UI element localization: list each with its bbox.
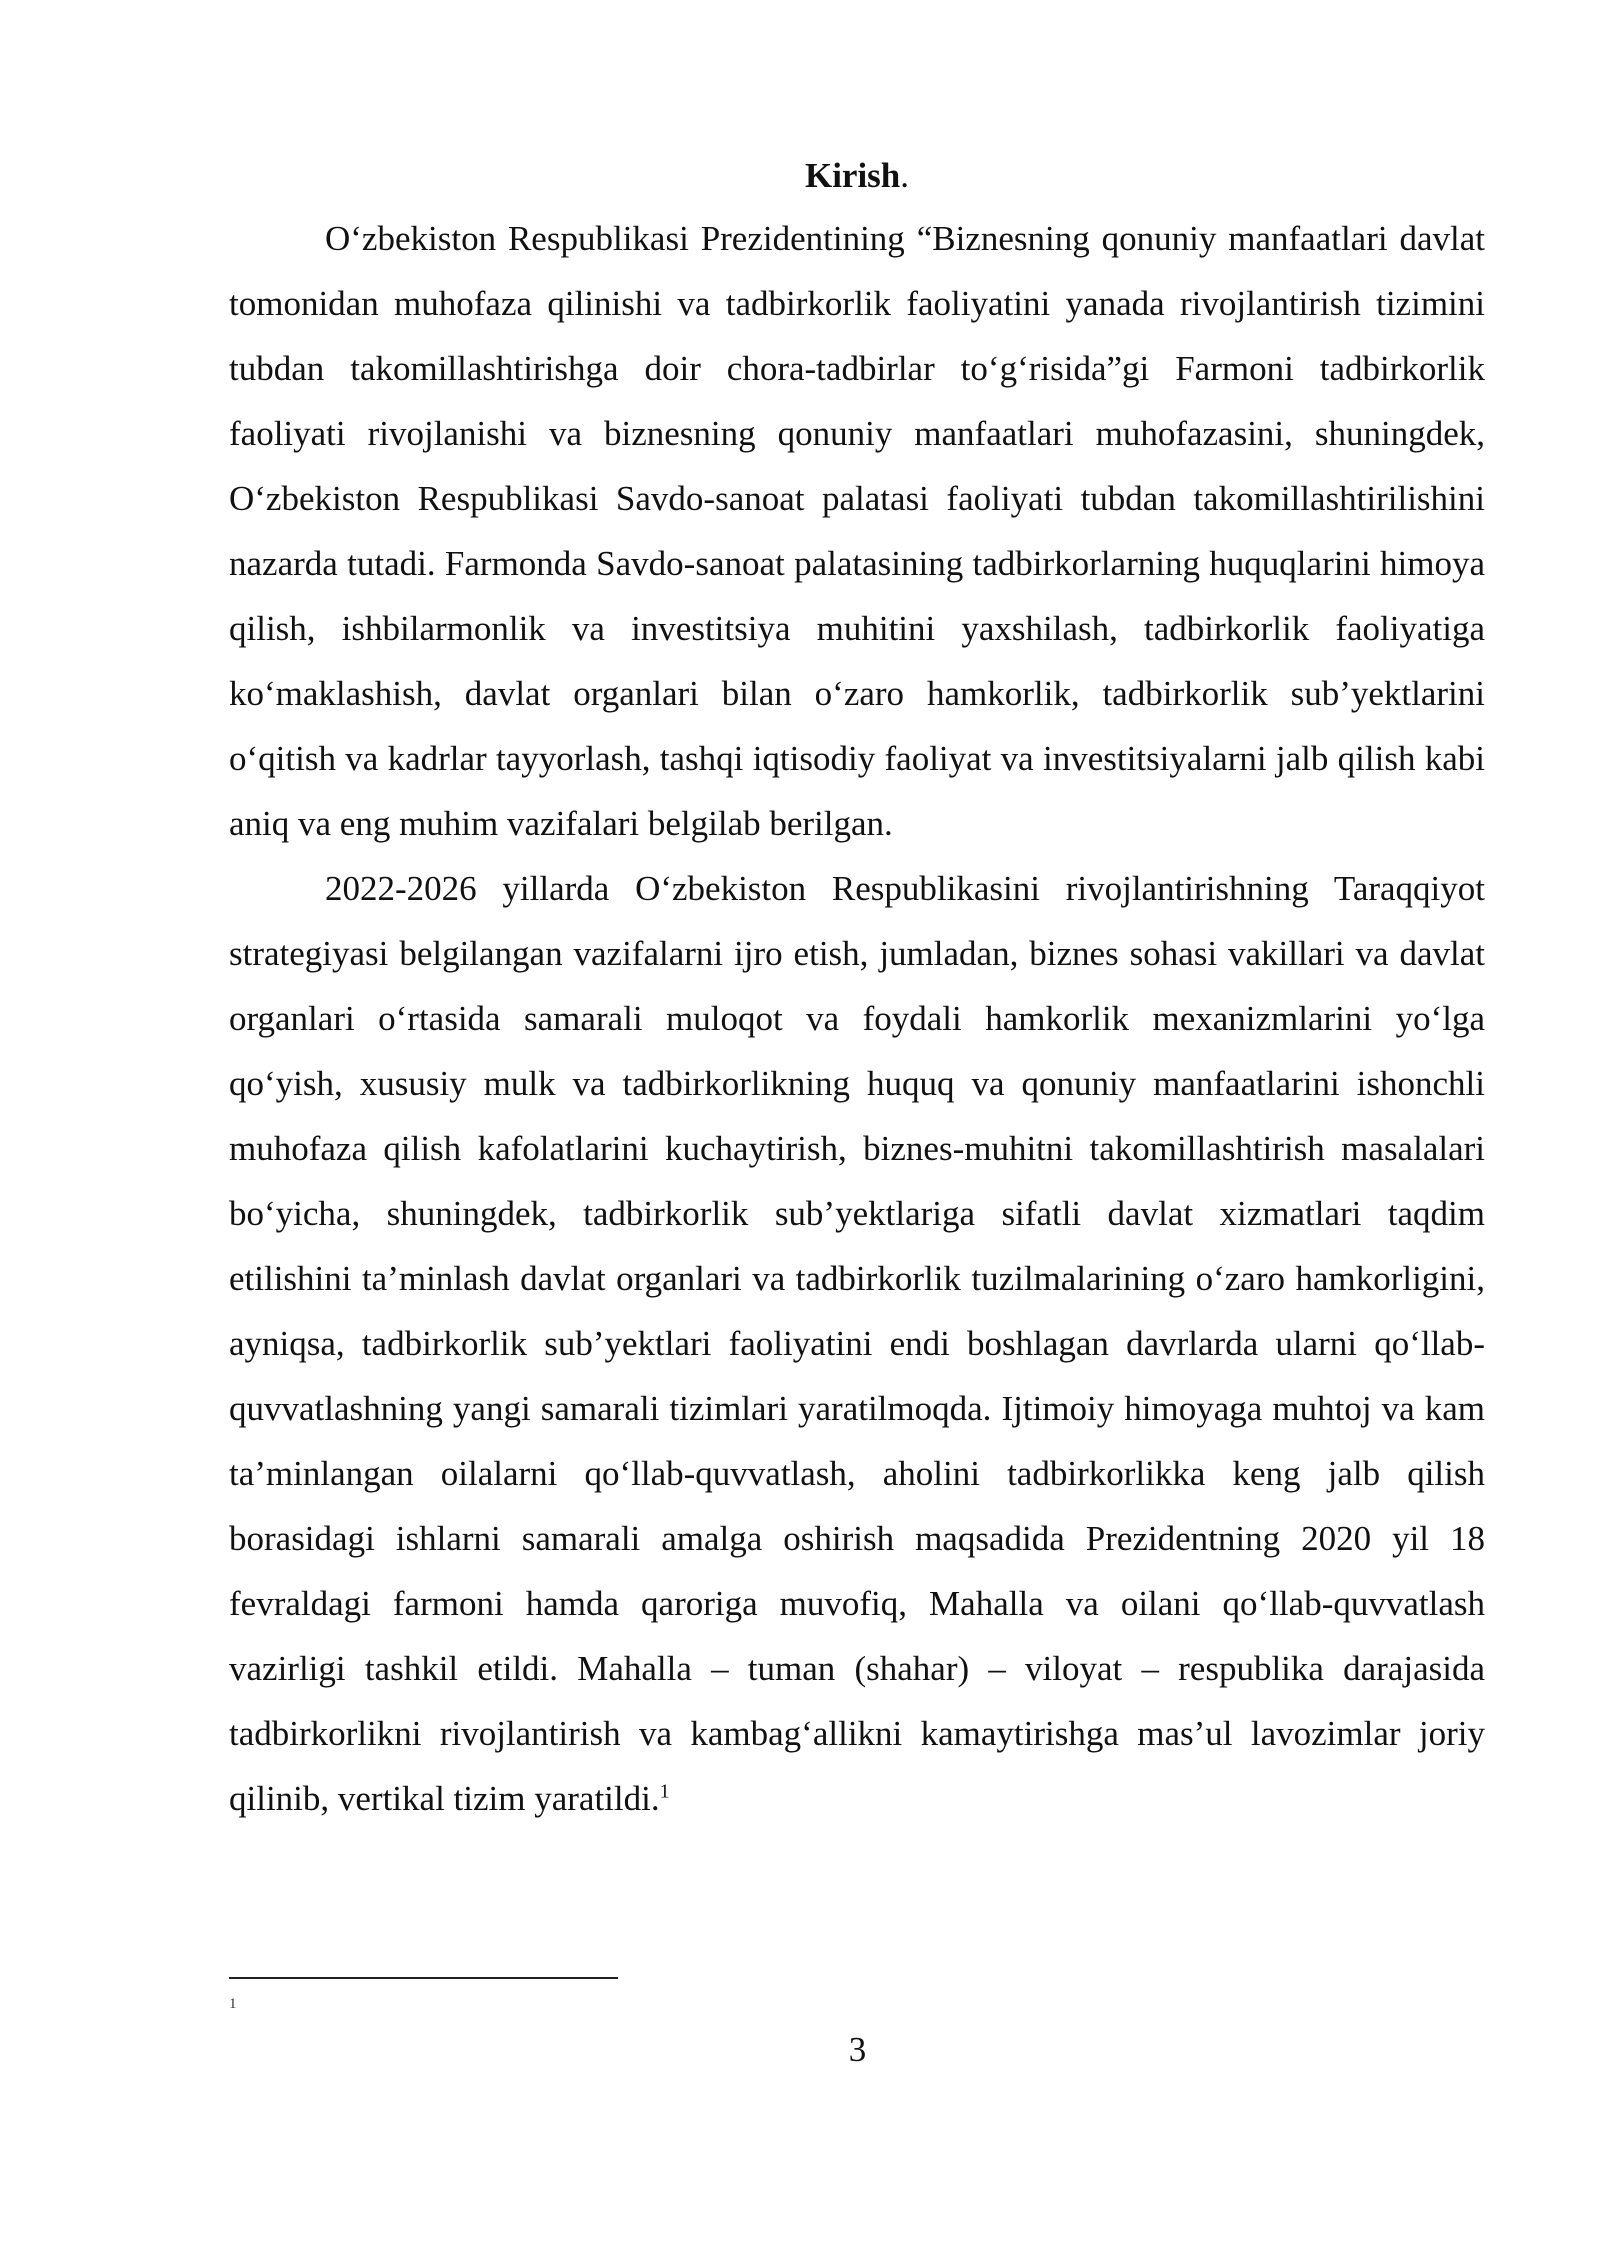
page-number: 3 xyxy=(848,2030,867,2069)
footnote-reference[interactable]: 1 xyxy=(659,1780,670,1803)
paragraph-1 xyxy=(229,206,1485,856)
heading-punctuation: . xyxy=(900,156,910,195)
section-heading xyxy=(229,146,1485,206)
paragraph-2 xyxy=(229,856,1485,1831)
footnote-number: 1 xyxy=(229,1996,237,2012)
paragraph-2-text: 2022-2026 yillarda O‘zbekiston Respublikasini rivojlantirishning Taraqqiyot strategiyasi belgilangan vazifalarni ijro etish, jumladan, biznes sohasi vakillari va davlat organlari o‘rtasida samarali muloqot va foydali hamkorlik mexanizmlarini yo‘lga qo‘yish, xususiy mulk va tadbirkorlikning huquq va qonuniy manfaatlarini ishonchli muhofaza qilish kafolatlarini kuchaytirish, biznes-muhitni takomillashtirish masalalari bo‘yicha, shuningdek, tadbirkorlik sub’yektlariga sifatli davlat xizmatlari taqdim etilishini ta’minlash davlat organlari va tadbirkorlik tuzilmalarining o‘zaro hamkorligini, ayniqsa, tadbirkorlik sub’yektlari faoliyatini endi boshlagan davrlarda ularni qo‘llab-quvvatlashning yangi samarali tizimlari yaratilmoqda. Ijtimoiy himoyaga muhtoj va kam ta’minlangan oilalarni qo‘llab-quvvatlash, aholini tadbirkorlikka keng jalb qilish borasidagi ishlarni samarali amalga oshirish maqsadida Prezidentning 2020 yil 18 fevraldagi farmoni hamda qaroriga muvofiq, Mahalla va oilani qo‘llab-quvvatlash vazirligi tashkil etildi. Mahalla – tuman (shahar) – viloyat – respublika darajasida tadbirkorlikni rivojlantirish va kambag‘allikni kamaytirishga mas’ul lavozimlar joriy qilinib, vertikal tizim yaratildi. xyxy=(229,869,1485,1818)
footnote-separator xyxy=(229,1977,618,1979)
paragraph-1-text: O‘zbekiston Respublikasi Prezidentining “Biznesning qonuniy manfaatlari davlat tomonidan muhofaza qilinishi va tadbirkorlik faoliyatini yanada rivojlantirish tizimini tubdan takomillashtirishga doir chora-tadbirlar to‘g‘risida”gi Farmoni tadbirkorlik faoliyati rivojlanishi va biznesning qonuniy manfaatlari muhofazasini, shuningdek, O‘zbekiston Respublikasi Savdo-sanoat palatasi faoliyati tubdan takomillashtirilishini nazarda tutadi. Farmonda Savdo-sanoat palatasining tadbirkorlarning huquqlarini himoya qilish, ishbilarmonlik va investitsiya muhitini yaxshilash, tadbirkorlik faoliyatiga ko‘maklashish, davlat organlari bilan o‘zaro hamkorlik, tadbirkorlik sub’yektlarini o‘qitish va kadrlar tayyorlash, tashqi iqtisodiy faoliyat va investitsiyalarni jalb qilish kabi aniq va eng muhim vazifalari belgilab berilgan. xyxy=(229,219,1485,843)
heading-title: Kirish xyxy=(804,156,901,195)
page-body xyxy=(229,146,1485,1831)
